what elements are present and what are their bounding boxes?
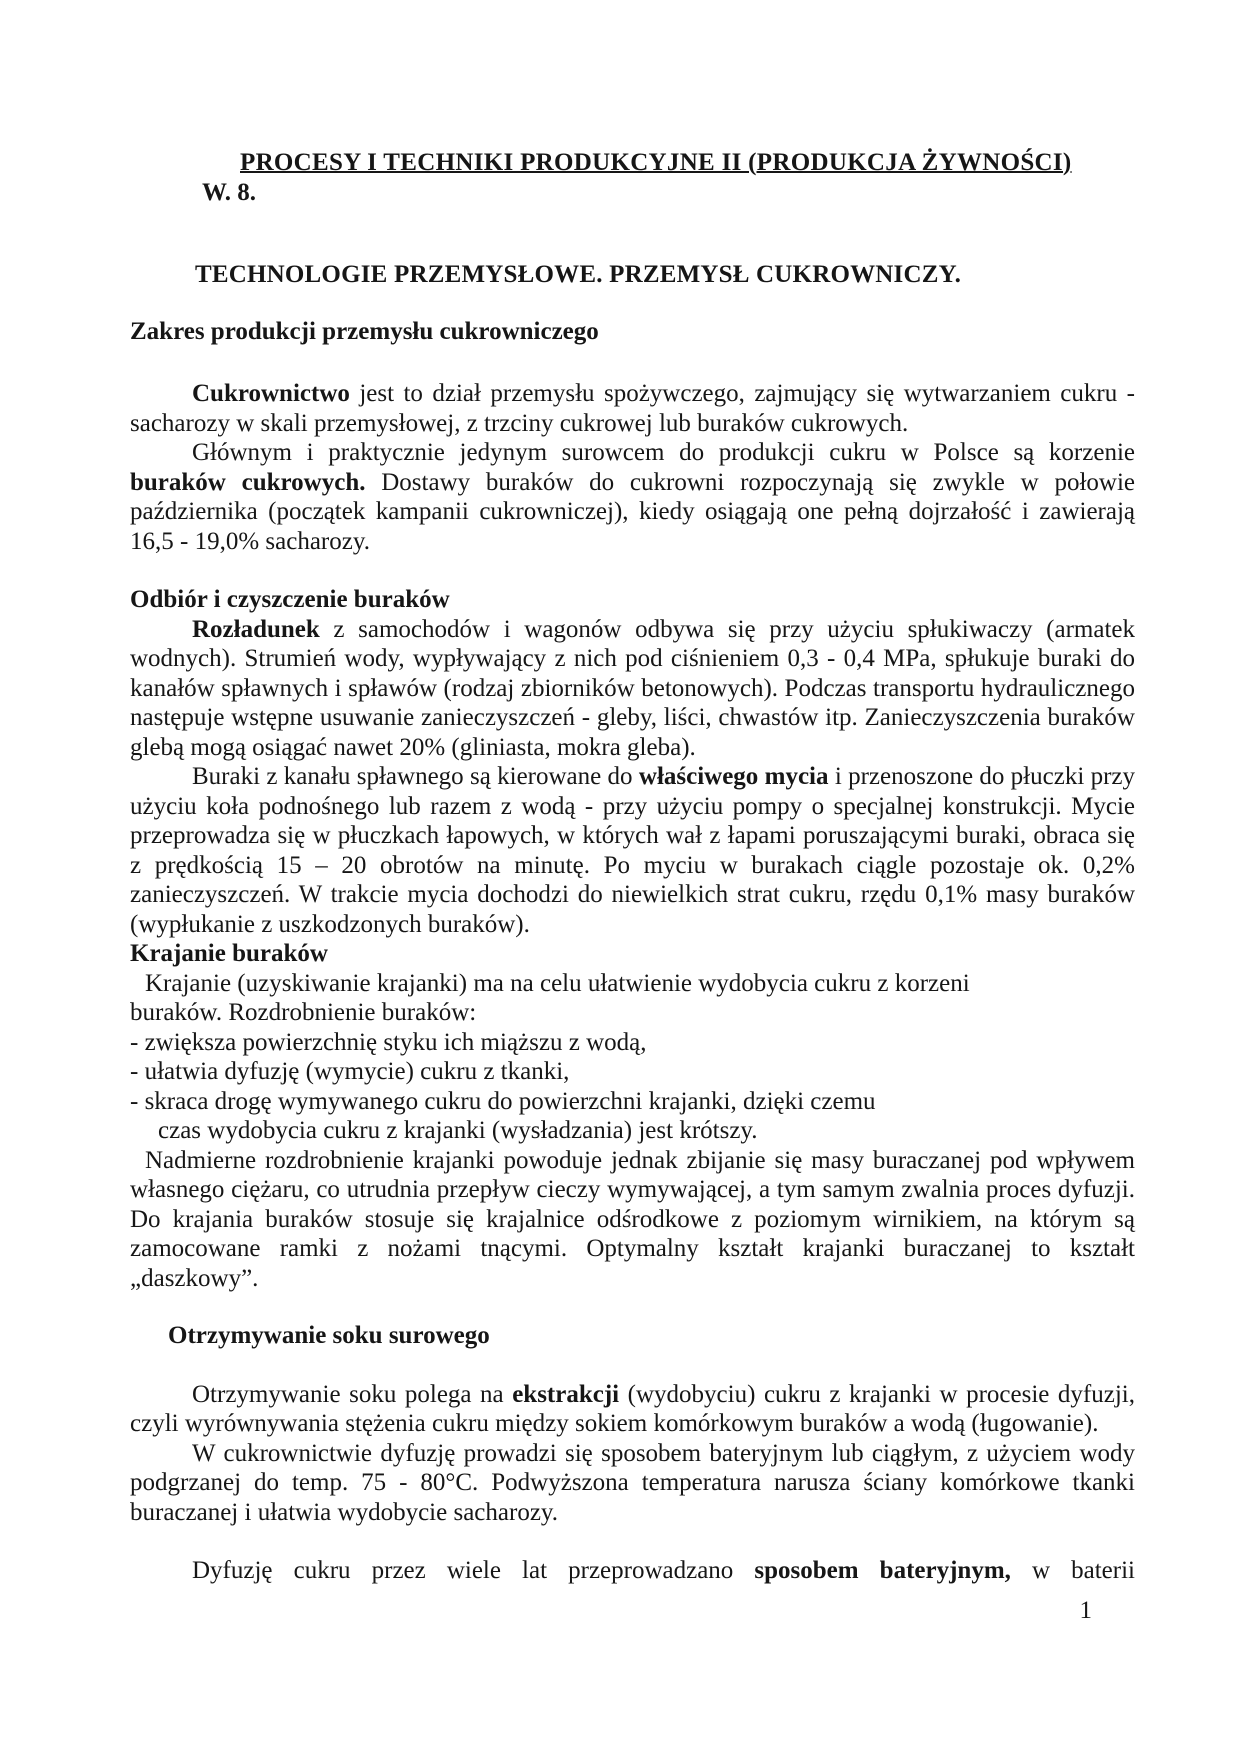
section-heading-krajanie-burakow: Krajanie buraków bbox=[130, 940, 328, 967]
list-item: - zwiększa powierzchnię styku ich miąższu z wodą, bbox=[130, 1028, 647, 1056]
page-number: 1 bbox=[1079, 1597, 1092, 1624]
page-title: PROCESY I TECHNIKI PRODUKCYJNE II (PRODUKCJA ŻYWNOŚCI) bbox=[240, 149, 1072, 176]
paragraph-buraki-mycie bbox=[130, 762, 1135, 939]
lecture-number: W. 8. bbox=[202, 178, 256, 206]
paragraph-text: Buraki z kanału spławnego są kierowane do bbox=[192, 763, 639, 790]
section-heading-otrzymywanie-soku: Otrzymywanie soku surowego bbox=[168, 1322, 490, 1349]
paragraph-nadmierne-rozdrobnienie bbox=[130, 1146, 1135, 1294]
paragraph-text: z samochodów i wagonów odbywa się przy użyciu spłukiwaczy (armatek wodnych). Strumień wody, wypływający z nich pod ciśnieniem 0,3 - 0,4 MPa, spłukuje buraki do kanałów spławnych i spławów (rodzaj zbiorników betonowych). Podczas transportu hydraulicznego następuje wstępne usuwanie zanieczyszczeń - gleby, liści, chwastów itp. Zanieczyszczenia buraków glebą mogą osiągać nawet 20% (gliniasta, mokra gleba). bbox=[130, 615, 1135, 761]
paragraph-text: Dostawy buraków do cukrowni rozpoczynają się zwykle w połowie października (początek kampanii cukrowniczej), kiedy osiągają one pełną dojrzałość i zawierają 16,5 - 19,0% sacharozy. bbox=[130, 468, 1135, 555]
paragraph-text: W cukrownictwie dyfuzję prowadzi się sposobem bateryjnym lub ciągłym, z użyciem wody podgrzanej do temp. 75 - 80°C. Podwyższona temperatura narusza ściany komórkowe tkanki buraczanej i ułatwia wydobycie sacharozy. bbox=[130, 1439, 1135, 1526]
paragraph-glownym-surowcem bbox=[130, 438, 1135, 556]
bold-term-cukrownictwo: Cukrownictwo bbox=[192, 380, 350, 407]
section-heading-zakres-produkcji: Zakres produkcji przemysłu cukrowniczego bbox=[130, 317, 599, 345]
paragraph-sposob-bateryjny bbox=[130, 1556, 1135, 1586]
paragraph-dyfuzja-temperatura bbox=[130, 1439, 1135, 1528]
paragraph-text: Głównym i praktycznie jedynym surowcem do produkcji cukru w Polsce są korzenie bbox=[192, 439, 1135, 466]
paragraph-text: w baterii bbox=[1010, 1557, 1135, 1584]
document-content bbox=[130, 148, 1135, 1586]
bold-term-sposobem-bateryjnym: sposobem bateryjnym, bbox=[754, 1557, 1011, 1584]
paragraph-text: (wydobyciu) cukru z krajanki w procesie dyfuzji, czyli wyrównywania stężenia cukru między sokiem komórkowym buraków a wodą (ługowanie). bbox=[130, 1380, 1135, 1437]
paragraph-text: Nadmierne rozdrobnienie krajanki powoduje jednak zbijanie się masy buraczanej pod wpływem własnego ciężaru, co utrudnia przepływ cieczy wymywającej, a tym samym zwalnia proces dyfuzji. Do krajania buraków stosuje się krajalnice odśrodkowe z poziomym wirnikiem, na którym są zamocowane ramki z nożami tnącymi. Optymalny kształt krajanki buraczanej to kształt „daszkowy”. bbox=[130, 1146, 1135, 1292]
paragraph-text: jest to dział przemysłu spożywczego, zajmujący się wytwarzaniem cukru - sacharozy w skali przemysłowej, z trzciny cukrowej lub buraków cukrowych. bbox=[130, 380, 1135, 437]
bullet-list-rozdrobnienie bbox=[130, 1028, 1135, 1146]
paragraph-text: Dyfuzję cukru przez wiele lat przeprowadzano bbox=[192, 1557, 755, 1584]
paragraph-text: i przenoszone do płuczki przy użyciu koła podnośnego lub razem z wodą - przy użyciu pompy o specjalnej konstrukcji. Mycie przeprowadza się w płuczkach łapowych, w których wał z łapami poruszającymi buraki, obraca się z prędkością 15 – 20 obrotów na minutę. Po myciu w burakach ciągle pozostaje ok. 0,2% zanieczyszczeń. W trakcie mycia dochodzi do niewielkich strat cukru, rzędu 0,1% masy buraków (wypłukanie z uszkodzonych buraków). bbox=[130, 763, 1136, 938]
bold-term-ekstrakcji: ekstrakcji bbox=[512, 1380, 620, 1408]
document-subtitle: TECHNOLOGIE PRZEMYSŁOWE. PRZEMYSŁ CUKROWNICZY. bbox=[195, 261, 962, 288]
bold-term-wlasciwego-mycia: właściwego mycia bbox=[638, 763, 829, 790]
list-item-continuation: czas wydobycia cukru z krajanki (wysładzania) jest krótszy. bbox=[158, 1117, 758, 1144]
list-item: - ułatwia dyfuzję (wymycie) cukru z tkanki, bbox=[130, 1058, 570, 1085]
paragraph-krajanie-intro-line1: Krajanie (uzyskiwanie krajanki) ma na celu ułatwienie wydobycia cukru z korzeni bbox=[145, 969, 970, 997]
paragraph-cukrownictwo bbox=[130, 379, 1135, 438]
bold-term-burakow-cukrowych: buraków cukrowych. bbox=[130, 468, 366, 496]
paragraph-rozladunek bbox=[130, 615, 1135, 763]
section-heading-odbior-czyszczenie: Odbiór i czyszczenie buraków bbox=[130, 586, 450, 613]
paragraph-krajanie-intro-line2: buraków. Rozdrobnienie buraków: bbox=[130, 999, 477, 1026]
paragraph-ekstrakcja bbox=[130, 1380, 1135, 1439]
paragraph-text: Otrzymywanie soku polega na bbox=[192, 1380, 513, 1408]
list-item: - skraca drogę wymywanego cukru do powierzchni krajanki, dzięki czemu bbox=[130, 1087, 876, 1115]
bold-term-rozladunek: Rozładunek bbox=[192, 615, 320, 643]
